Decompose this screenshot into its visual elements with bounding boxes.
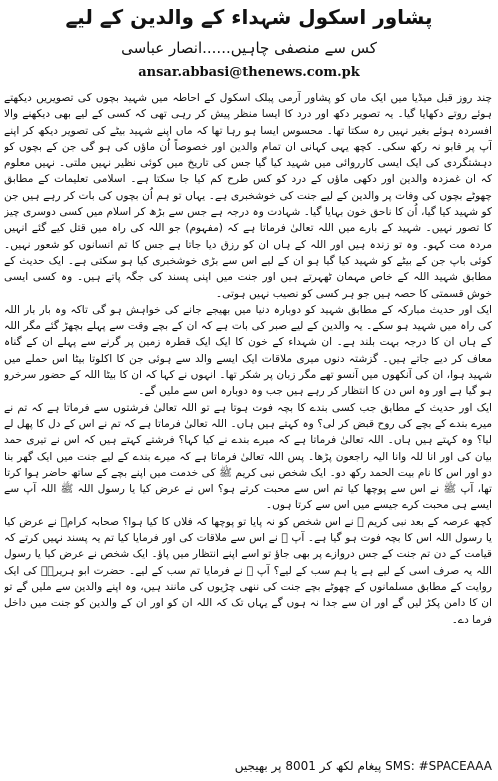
article-title: پشاور اسکول شہداء کے والدین کے لیے bbox=[65, 5, 433, 29]
paragraph: ایک اور حدیث کے مطابق جب کسی بندے کا بچہ فوت ہوتا ہے تو اللہ تعالیٰ فرشتوں سے فرماتا ہے کہ تم نے میرے بندے کے بچے کی روح قبض کر لی؟ وہ کہتے ہیں ہاں۔ اللہ تعالیٰ فرماتا ہے کہ تم نے اس کے دل کا پھل لے لیا؟ وہ کہتے ہیں ہاں۔ اللہ تعالیٰ فرماتا ہے کہ میرے بندے نے کیا کہا؟ فرشتے کہتے ہیں کہ اس نے تیری حمد بیان کی اور انا للہ وانا الیہ راجعون پڑھا۔ پس اللہ تعالیٰ فرماتا ہے کہ میرے بندے کے لیے جنت میں ایک گھر بنا دو اور اس کا نام بیت الحمد رکھ دو۔ ایک شخص نبی کریم ﷺ کی خدمت میں اپنے بچے کے ساتھ حاضر ہوا کرتا تھا، آپ ﷺ نے اس سے پوچھا کیا تم اس سے محبت کرتے ہو؟ اس نے عرض کیا یا رسول اللہ ﷺ اللہ آپ سے ایسے ہی محبت کرے جیسے میں اس سے کرتا ہوں۔ bbox=[4, 401, 492, 512]
article-body bbox=[4, 90, 492, 750]
paragraph: چند روز قبل میڈیا میں ایک ماں کو پشاور آرمی پبلک اسکول کے احاطہ میں شہید بچوں کی تصویریں دیکھتے ہوئے روتے دکھایا گیا۔ یہ تصویر دکھ اور درد کا ایسا منظر پیش کر رہی تھی کہ کسی کے لیے بھی دیکھنے والا افسردہ ہوئے بغیر نہیں رہ سکتا تھا۔ محسوس ایسا ہو رہا تھا کہ ماں اپنے شہید بیٹے کی تصویر دیکھ کر اپنے آپ پر قابو نہ رکھ سکی۔ کچھ یہی کہانی ان تمام والدین اور خصوصاً اُن ماؤں کی ہو گی جن کے بچوں کو دہشتگردی کی ایک ایسی کارروائی میں شہید کیا گیا جس کی تاریخ میں کوئی نظیر نہیں ملتی۔ نہیں معلوم کہ ان غمزدہ والدین اور دکھی ماؤں کے درد کو کس طرح کم کیا جا سکتا ہے۔ اسلامی تعلیمات کے مطابق چھوٹے بچوں کی وفات پر والدین کے لیے جنت کی خوشخبری ہے۔ یہاں تو ہم اُن بچوں کی بات کر رہے ہیں جن کو شہید کیا گیا، اُن کا ناحق خون بہایا گیا۔ شہادت وہ درجہ ہے جس سے بڑھ کر اسلام میں کسی دوسری چیز کا تصور نہیں۔ شہید کے بارے میں اللہ تعالیٰ فرماتا ہے کہ (مفہوم) جو اللہ کی راہ میں قتل کیے گئے انہیں مردہ مت کہو۔ وہ تو زندہ ہیں اور اللہ کے ہاں ان کو رزق دیا جاتا ہے جس کا تم انسانوں کو شعور نہیں۔ کوئی باپ جن کے بیٹے کو شہید کیا گیا ہو ان کے لیے اس سے بڑی خوشخبری کیا ہو سکتی ہے۔ ایک حدیث کے مطابق شہید اللہ کے خاص مہمان ٹھہرتے ہیں اور جنت میں اپنی پسند کی جگہ پاتے ہیں۔ وہ کسی ایسی خوش قسمتی کا حصہ ہیں جو ہر کسی کو نصیب نہیں ہوتی۔ bbox=[4, 92, 492, 300]
author-email: ansar.abbasi@thenews.com.pk bbox=[138, 65, 360, 80]
article-subtitle: کس سے منصفی چاہیں......انصار عباسی bbox=[121, 39, 377, 57]
sms-footer: SMS: #SPACEAAA پیغام لکھ کر 8001 پر بھیجیں bbox=[234, 759, 492, 773]
paragraph: ایک اور حدیث مبارکہ کے مطابق شہید کو دوبارہ دنیا میں بھیجے جانے کی خواہش ہو گی تاکہ وہ بار بار اللہ کی راہ میں شہید ہو سکے۔ یہ والدین کے لیے صبر کی بات ہے کہ ان کے بچے وقت سے پہلے بچھڑ گئے مگر اللہ کے ہاں ان کا درجہ بہت بلند ہے۔ ان شہداء کے خون کا ایک ایک قطرہ زمین پر گرنے سے پہلے ان کے گناہ معاف کر دیے جاتے ہیں۔ گزشتہ دنوں میری ملاقات ایک ایسے والد سے ہوئی جن کا اکلوتا بیٹا اس حملے میں شہید ہوا، ان کی آنکھوں میں آنسو تھے مگر زبان پر شکر تھا۔ انہوں نے کہا کہ ان کا بیٹا اللہ کے حضور سرخرو ہو گیا ہے اور وہ اس دن کا انتظار کر رہے ہیں جب وہ دوبارہ اس سے ملیں گے۔ bbox=[4, 303, 492, 398]
paragraph: کچھ عرصہ کے بعد نبی کریم ﷺ نے اس شخص کو نہ پایا تو پوچھا کہ فلاں کا کیا ہوا؟ صحابہ کرامؓ نے عرض کیا یا رسول اللہ اس کا بچہ فوت ہو گیا ہے۔ آپ ﷺ نے اس سے ملاقات کی اور فرمایا کیا تم یہ پسند نہیں کرتے کہ قیامت کے دن تم جنت کے جس دروازے پر بھی جاؤ تو اسے اپنے انتظار میں پاؤ۔ ایک شخص نے عرض کیا یا رسول اللہ یہ صرف اسی کے لیے ہے یا ہم سب کے لیے؟ آپ ﷺ نے فرمایا تم سب کے لیے۔ حضرت ابو ہریرہؓ کی ایک روایت کے مطابق مسلمانوں کے چھوٹے بچے جنت کی ننھی چڑیوں کی مانند ہیں، وہ اپنے والدین سے ملیں گے تو ان کا دامن پکڑ لیں گے اور ان سے جدا نہ ہوں گے یہاں تک کہ اللہ ان کو اور ان کے والدین کو جنت میں داخل فرما دے۔ bbox=[4, 515, 492, 626]
